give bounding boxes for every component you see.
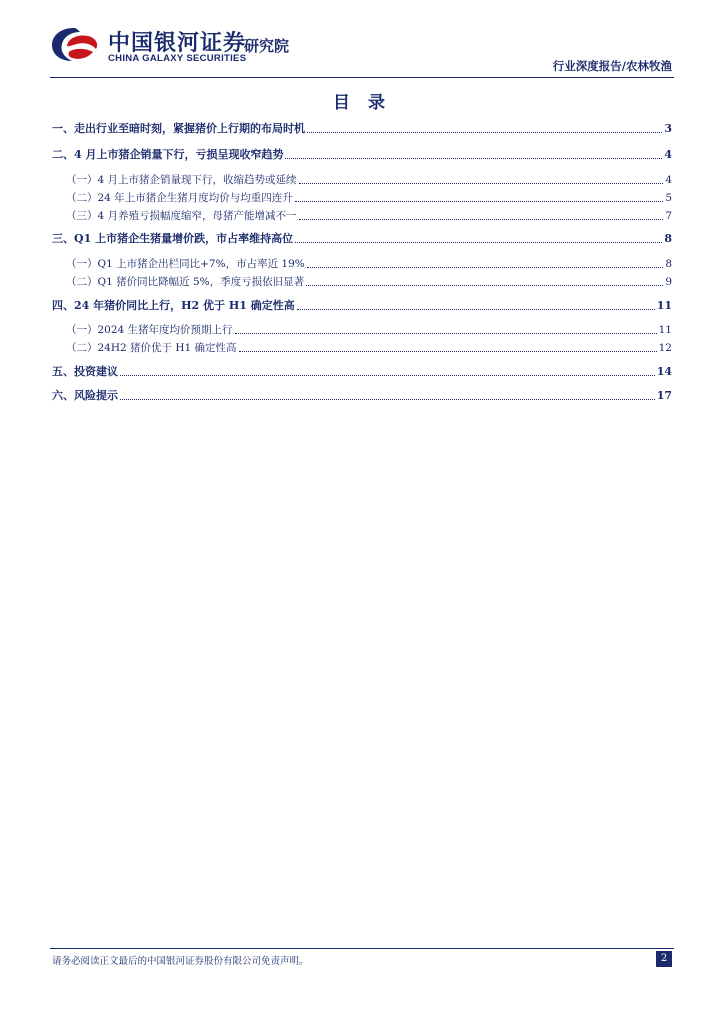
- toc-entry-label: （三）4 月养殖亏损幅度缩窄，母猪产能增减不一: [66, 210, 297, 222]
- footer-divider: [50, 948, 674, 949]
- toc-leader-dots: [307, 267, 664, 268]
- brand-name-cn: 中国银河证券: [108, 31, 247, 56]
- toc-entry[interactable]: [52, 295, 672, 313]
- toc-leader-dots: [235, 333, 657, 334]
- toc-entry[interactable]: [52, 319, 672, 337]
- report-category: 行业深度报告/农林牧渔: [552, 59, 672, 73]
- toc-leader-dots: [306, 285, 663, 286]
- toc-leader-dots: [239, 351, 657, 352]
- toc-entry-label: （一）2024 生猪年度均价预期上行: [66, 324, 233, 336]
- toc-leader-dots: [299, 219, 664, 220]
- toc-leader-dots: [307, 132, 662, 133]
- toc-entry-label: （二）24 年上市猪企生猪月度均价与均重四连升: [66, 192, 293, 204]
- toc-entry-page: 17: [656, 389, 672, 402]
- toc-entry-label: 一、走出行业至暗时刻，紧握猪价上行期的布局时机: [52, 122, 305, 135]
- toc-entry[interactable]: [52, 118, 672, 136]
- toc-title: 目 录: [333, 93, 391, 113]
- page-number-badge: 2: [656, 951, 672, 967]
- toc-leader-dots: [120, 399, 655, 400]
- toc-entry[interactable]: [52, 205, 672, 223]
- toc-entry[interactable]: [52, 337, 672, 355]
- toc-entry-page: 5: [665, 192, 672, 204]
- toc-leader-dots: [295, 242, 662, 243]
- toc-entry-page: 12: [658, 342, 672, 354]
- toc-entry-label: 三、Q1 上市猪企生猪量增价跌，市占率维持高位: [52, 232, 294, 245]
- toc-entry-label: 六、风险提示: [52, 389, 118, 402]
- toc-entry[interactable]: [52, 169, 672, 187]
- toc-entry-label: （一）Q1 上市猪企出栏同比+7%，市占率近 19%: [66, 258, 305, 270]
- galaxy-logo-icon: [50, 24, 100, 64]
- footer-disclaimer: 请务必阅读正文最后的中国银河证券股份有限公司免责声明。: [52, 956, 309, 967]
- toc-entry-page: 11: [656, 299, 672, 312]
- toc-entry-page: 11: [658, 324, 672, 336]
- toc-entry[interactable]: [52, 144, 672, 162]
- toc-entry[interactable]: [52, 271, 672, 289]
- toc-entry-label: （二）24H2 猪价优于 H1 确定性高: [66, 342, 237, 354]
- brand-subtitle: 研究院: [244, 37, 290, 55]
- toc-entry-page: 9: [665, 276, 672, 288]
- toc-entry-page: 14: [656, 365, 672, 378]
- toc-entry[interactable]: [52, 228, 672, 246]
- page-header: [0, 0, 724, 80]
- toc-leader-dots: [285, 158, 662, 159]
- toc-entry-label: （一）4 月上市猪企销量现下行，收缩趋势或延续: [66, 174, 297, 186]
- toc-entry-label: （二）Q1 猪价同比降幅近 5%，季度亏损依旧显著: [66, 276, 305, 288]
- toc-leader-dots: [299, 183, 664, 184]
- brand-name-en: CHINA GALAXY SECURITIES: [108, 53, 247, 64]
- toc-entry-label: 二、4 月上市猪企销量下行，亏损呈现收窄趋势: [52, 148, 284, 161]
- toc-leader-dots: [120, 375, 655, 376]
- toc-entry[interactable]: [52, 385, 672, 403]
- toc-entry-page: 8: [664, 232, 672, 245]
- toc-entry-page: 8: [665, 258, 672, 270]
- toc-entry-label: 四、24 年猪价同比上行，H2 优于 H1 确定性高: [52, 299, 295, 312]
- toc-entry[interactable]: [52, 361, 672, 379]
- toc-entry-page: 7: [665, 210, 672, 222]
- toc-leader-dots: [295, 201, 664, 202]
- toc-entry-page: 4: [664, 148, 672, 161]
- toc-entry-page: 3: [664, 122, 672, 135]
- toc-leader-dots: [297, 309, 655, 310]
- toc-entry[interactable]: [52, 253, 672, 271]
- header-divider: [50, 77, 674, 78]
- toc-entry-label: 五、投资建议: [52, 365, 118, 378]
- toc-entry-page: 4: [665, 174, 672, 186]
- toc-entry[interactable]: [52, 187, 672, 205]
